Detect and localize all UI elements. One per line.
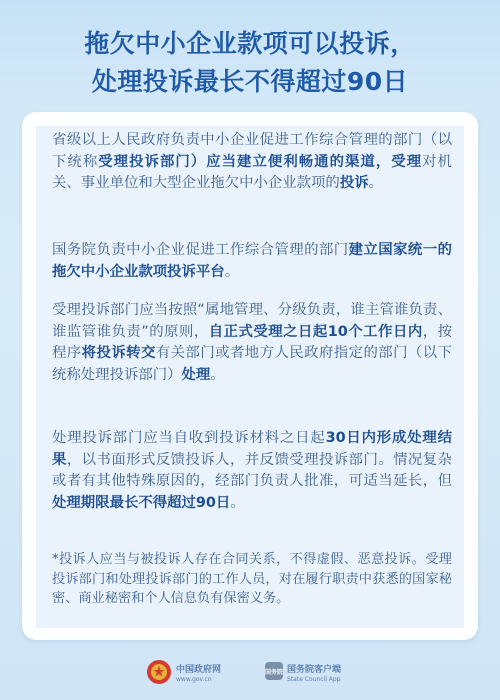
body-text: 。 (210, 366, 225, 383)
body-text: 处理投诉部门应当自收到投诉材料之日起 (52, 430, 326, 446)
emphasis-text: 受理投诉部门） (98, 153, 207, 170)
emphasis-text: 建立国家统一的拖欠中小企业款项投诉平台 (52, 242, 452, 280)
body-text: 省级以上人民政府负责中小企业促进工作综合管理的部门（以下统称 (52, 132, 452, 170)
body-text: 受理投诉部门应当按照“属地管理、分级负责，谁主管谁负责、谁监管谁负责”的原则， (52, 302, 452, 340)
emphasis-text: 受理 (391, 153, 423, 170)
emphasis-text: 处理期限最长不得超过90日 (52, 494, 231, 511)
page-title-line1: 拖欠中小企业款项可以投诉， (84, 29, 416, 58)
emphasis-text: 处理 (181, 366, 211, 383)
state-council-app-icon: 国务院 (265, 662, 283, 680)
emphasis-text: 30日内形成处理结果 (52, 430, 452, 468)
page-title-line2: 处理投诉最长不得超过90日 (91, 67, 409, 96)
body-text: 有关部门或者地方人民政府指定的部门（以下统称处理投诉部门） (52, 345, 452, 383)
state-council-app-sub: State Council App (287, 676, 341, 683)
gov-cn-logo-sub: www.gov.cn (176, 676, 212, 683)
body-text: ，按程序 (52, 323, 452, 362)
paragraph-transfer-deadline (52, 300, 452, 386)
paragraph-complaint-channel (52, 130, 452, 195)
body-text: 。 (230, 494, 245, 511)
body-text: 对机关、事业单位和大型企业拖欠中小企业款项的 (52, 153, 452, 192)
state-council-app-logo[interactable] (287, 662, 341, 683)
body-text: 国务院负责中小企业促进工作综合管理的部门 (52, 242, 349, 258)
emphasis-text: 自正式受理之日起10个工作日内 (208, 323, 423, 340)
state-council-app-name: 国务院客户端 (287, 665, 342, 675)
footnote: *投诉人应当与被投诉人存在合同关系，不得虚假、恶意投诉。受理投诉部门和处理投诉部门的工作人员，对在履行职责中获悉的国家秘密、商业秘密和个人信息负有保密义务。 (52, 552, 452, 606)
paragraph-processing-deadline (52, 428, 452, 514)
body-text: 。 (224, 263, 240, 280)
emphasis-text: 应当建立便利畅通的渠道， (206, 153, 392, 170)
gov-cn-logo[interactable] (176, 662, 221, 683)
body-text: 。 (368, 175, 384, 192)
national-emblem-icon (146, 659, 172, 685)
body-text: ，以书面形式反馈投诉人，并反馈受理投诉部门。情况复杂或者有其他特殊原因的，经部门负责人批准，可适当延长，但 (52, 451, 452, 490)
paragraph-national-platform (52, 240, 452, 283)
emphasis-text: 投诉 (339, 175, 369, 192)
footer (0, 648, 500, 700)
emphasis-text: 将投诉转交 (81, 345, 156, 362)
gov-cn-logo-name: 中国政府网 (176, 665, 222, 675)
